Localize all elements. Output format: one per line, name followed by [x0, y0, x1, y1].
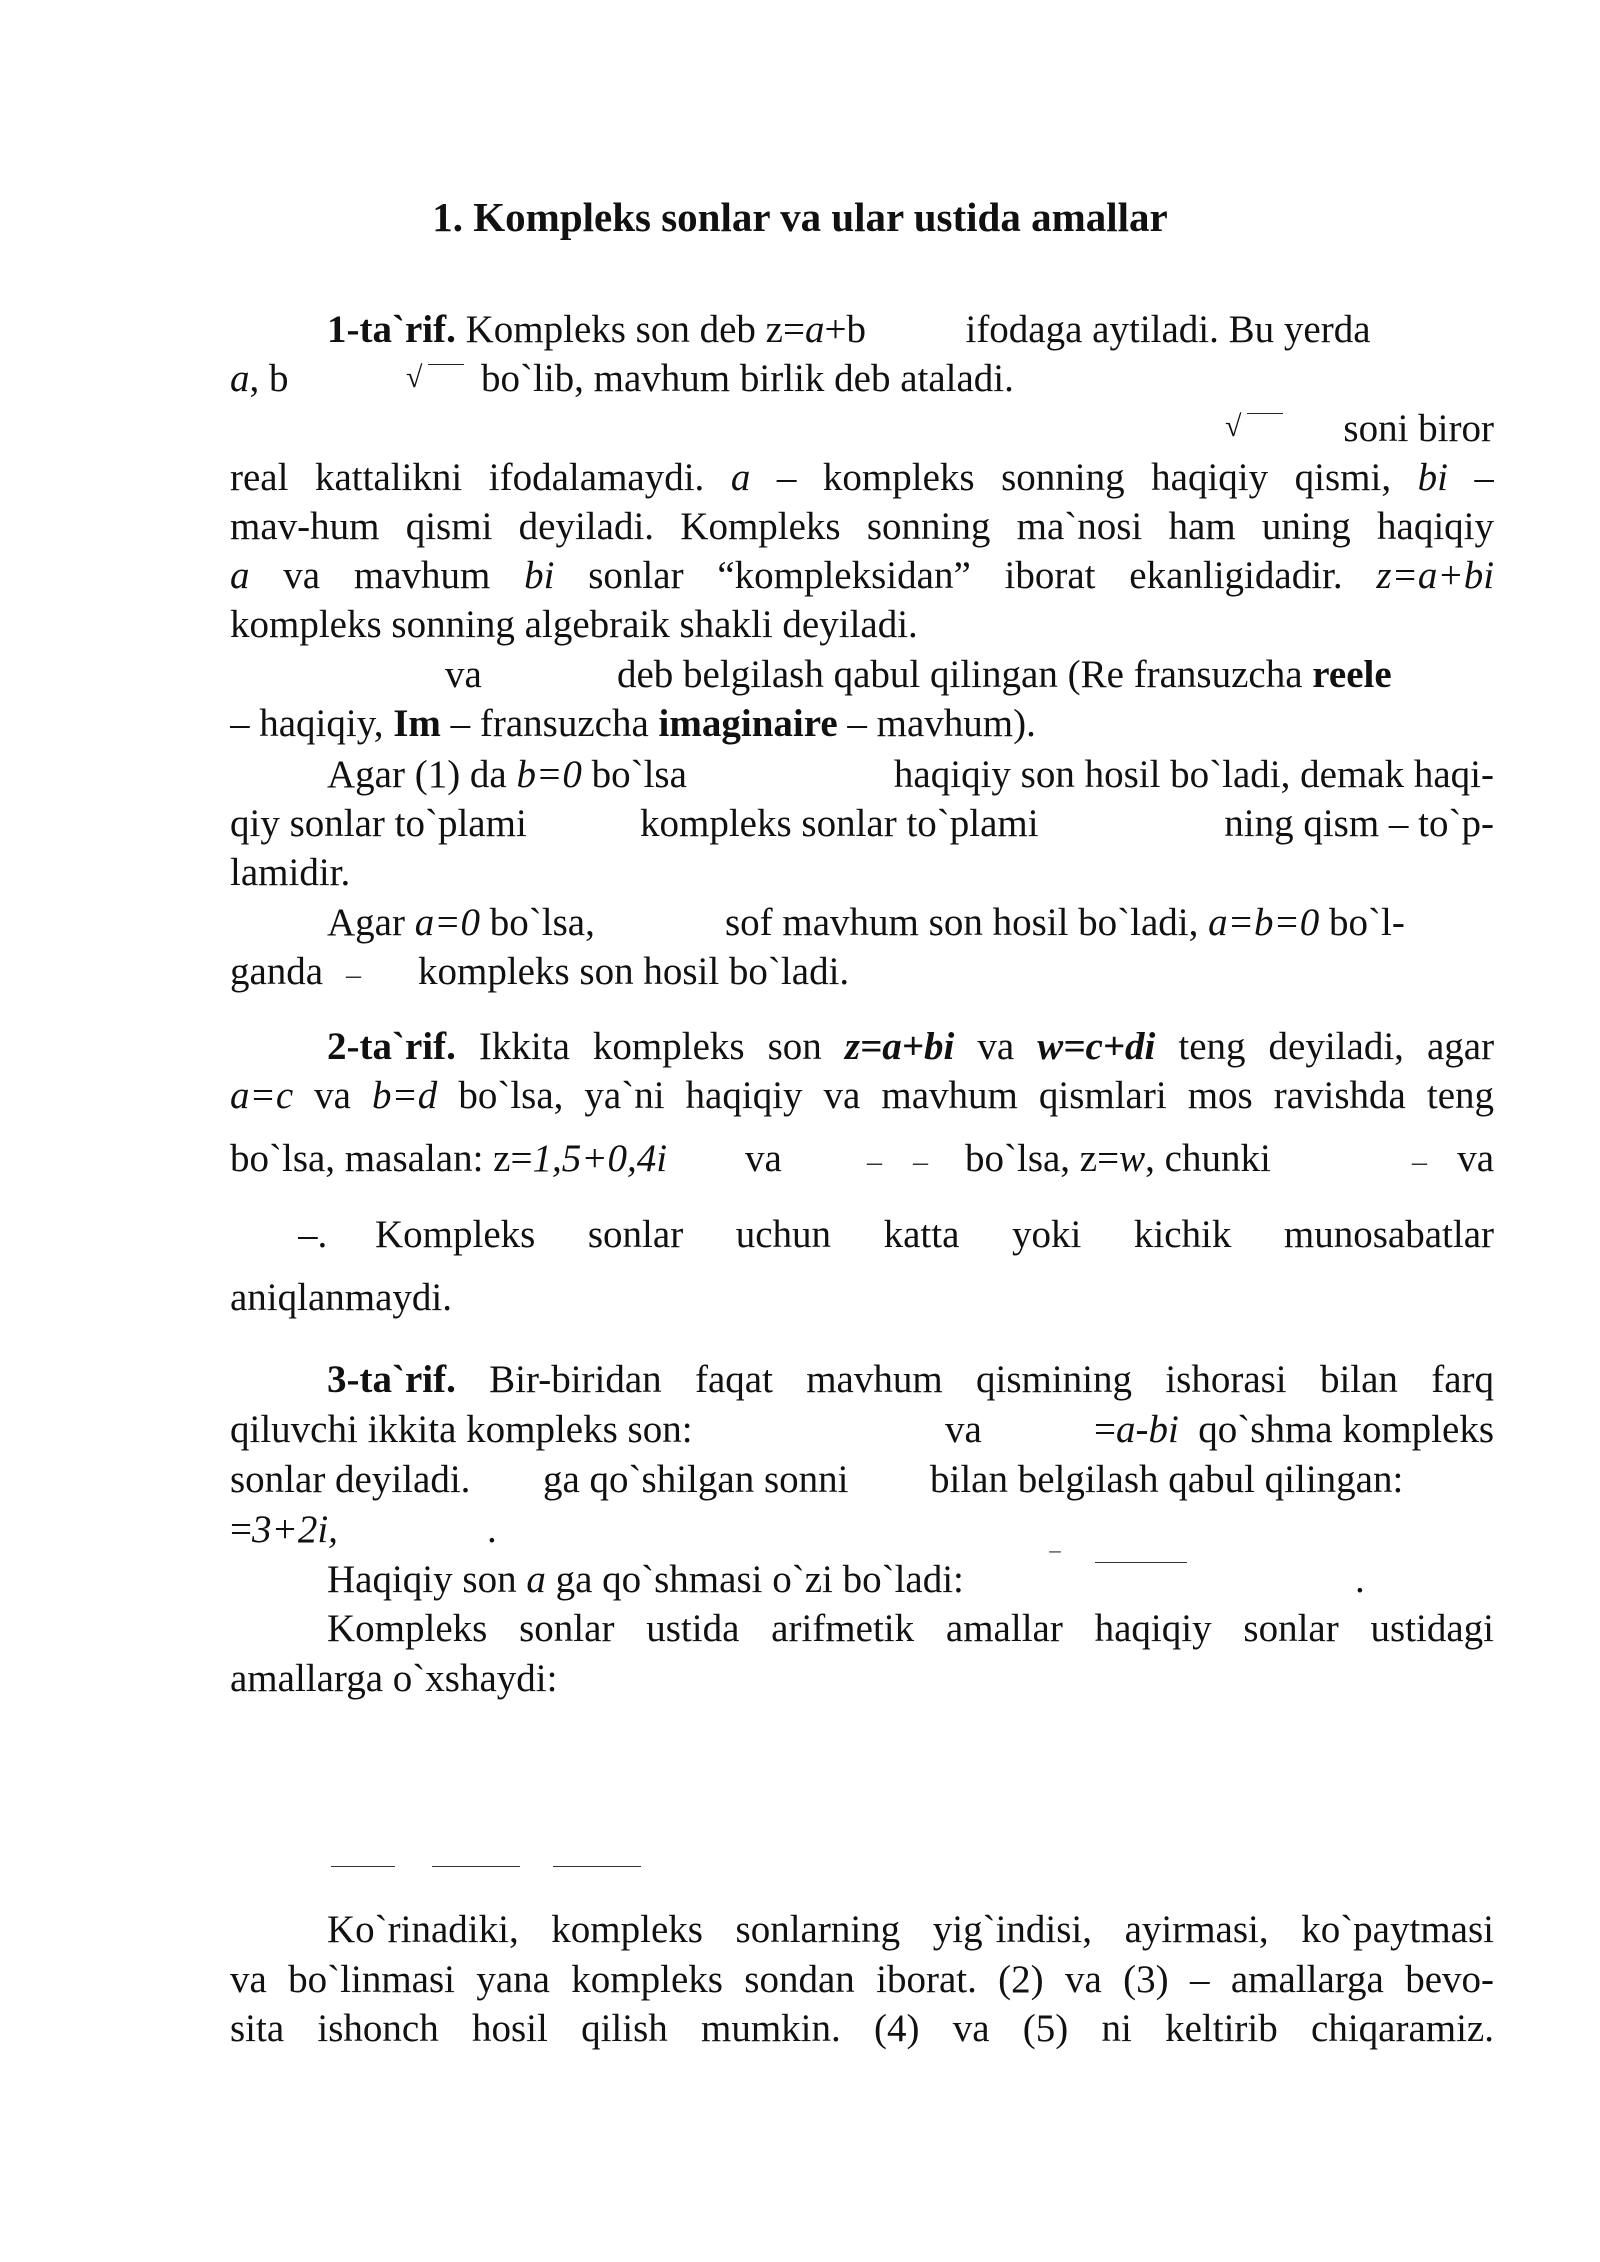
p3-line-3: lamidir.	[230, 851, 351, 894]
def2-line-3-va2: va	[1457, 1137, 1494, 1180]
def2-line-3-a: bo`lsa, masalan: z=1,5+0,4i	[230, 1137, 668, 1180]
def3-line-2-a: qiluvchi ikkita kompleks son:	[230, 1408, 693, 1451]
p3-line-1-start: Agar (1) da b=0 bo`lsa	[327, 753, 687, 796]
p7-line-1-dot: .	[1355, 1558, 1365, 1601]
def2-line-4: Kompleks sonlar uchun katta yoki kichik munosabatlar	[375, 1213, 1494, 1256]
formula-mark: –	[1412, 1145, 1427, 1178]
formula-overline	[1095, 1562, 1187, 1563]
p4-line-1-end: sof mavhum son hosil bo`ladi, a=b=0 bo`l-	[725, 901, 1405, 944]
sqrt-symbol: √	[406, 361, 423, 394]
p4-line-1-start: Agar a=0 bo`lsa,	[327, 901, 595, 944]
def2-line-1: 2-ta`rif. Ikkita kompleks son z=a+bi va w=c+di teng deyiladi, agar	[327, 1025, 1494, 1068]
def3-line-4-dot: .	[487, 1508, 497, 1551]
conjugate-mark: ‾	[1050, 1549, 1060, 1582]
def3-line-3-a: sonlar deyiladi.	[230, 1458, 471, 1501]
p9-line-3: sita ishonch hosil qilish mumkin. (4) va (5) ni keltirib chiqaramiz.	[230, 2007, 1494, 2050]
def1-line-4: real kattalikni ifodalamaydi. a – kompleks sonning haqiqiy qismi, bi –	[230, 456, 1494, 499]
p8-line-1: Kompleks sonlar ustida arifmetik amallar haqiqiy sonlar ustidagi	[327, 1607, 1494, 1650]
p3-line-2-c: ning qism – to`p-	[1224, 802, 1494, 845]
def2-heading: 2-ta`rif.	[327, 1025, 456, 1068]
re-im-line-1: deb belgilash qabul qilingan (Re fransuzcha reele	[617, 653, 1392, 696]
def3-line-4: =3+2i,	[230, 1508, 338, 1551]
p4-line-2-b: kompleks son hosil bo`ladi.	[418, 950, 850, 993]
def1-line-5: mav-hum qismi deyiladi. Kompleks sonning ma`nosi ham uning haqiqiy	[230, 505, 1494, 548]
sqrt-symbol: √	[1225, 410, 1242, 443]
formula-mark: –	[913, 1145, 928, 1178]
def1-line-7: kompleks sonning algebraik shakli deyiladi.	[230, 603, 918, 646]
def2-line-5: aniqlanmaydi.	[230, 1276, 453, 1319]
def1-line-2-tail: bo`lib, mavhum birlik deb ataladi.	[481, 357, 1014, 400]
re-im-va: va	[445, 653, 482, 696]
p3-line-2-a: qiy sonlar to`plami	[230, 802, 527, 845]
def2-line-2: a=c va b=d bo`lsa, ya`ni haqiqiy va mavhum qismlari mos ravishda teng	[230, 1074, 1494, 1117]
p7-line-1: Haqiqiy son a ga qo`shmasi o`zi bo`ladi:	[327, 1558, 964, 1601]
formula-mark: –	[346, 958, 361, 991]
re-im-line-2: – haqiqiy, Im – fransuzcha imaginaire – mavhum).	[230, 702, 1036, 745]
def1-line-3-tail: soni biror	[1343, 407, 1494, 450]
p4-line-2-a: ganda	[230, 950, 324, 993]
def1-line-1: 1-ta`rif. Kompleks son deb z=a+b ifodaga aytiladi. Bu yerda	[327, 308, 1371, 351]
def2-line-4-mark: –.	[298, 1213, 328, 1256]
formula-mark: –	[867, 1145, 882, 1178]
p9-line-2: va bo`linmasi yana kompleks sondan iborat. (2) va (3) – amallarga bevo-	[230, 1958, 1494, 2001]
p3-line-1-end: haqiqiy son hosil bo`ladi, demak haqi-	[893, 753, 1494, 796]
p8-line-2: amallarga o`xshaydi:	[230, 1657, 558, 1700]
def3-heading: 3-ta`rif.	[327, 1358, 456, 1401]
p3-line-2-b: kompleks sonlar to`plami	[640, 802, 1039, 845]
def1-heading: 1-ta`rif.	[327, 308, 456, 351]
def3-line-3-b: ga qo`shilgan sonni	[543, 1458, 849, 1501]
formula-fraction-bar	[331, 1866, 395, 1867]
def3-line-3-c: bilan belgilash qabul qilingan:	[930, 1458, 1404, 1501]
def3-line-2-b: =a-bi qo`shma kompleks	[1093, 1408, 1494, 1451]
def1-line-2: a, b	[230, 357, 289, 400]
def2-line-3-b: bo`lsa, z=w, chunki	[965, 1137, 1271, 1180]
page-title: 1. Kompleks sonlar va ular ustida amallar	[432, 194, 1168, 240]
p9-line-1: Ko`rinadiki, kompleks sonlarning yig`indisi, ayirmasi, ko`paytmasi	[327, 1908, 1494, 1951]
def3-line-1: 3-ta`rif. Bir-biridan faqat mavhum qismining ishorasi bilan farq	[327, 1358, 1494, 1401]
formula-fraction-bar	[432, 1866, 520, 1867]
def3-line-2-va: va	[945, 1408, 982, 1451]
def2-line-3-va: va	[745, 1137, 782, 1180]
def1-line-6: a va mavhum bi sonlar “kompleksidan” iborat ekanligidadir. z=a+bi	[230, 554, 1494, 597]
formula-fraction-bar	[553, 1866, 641, 1867]
